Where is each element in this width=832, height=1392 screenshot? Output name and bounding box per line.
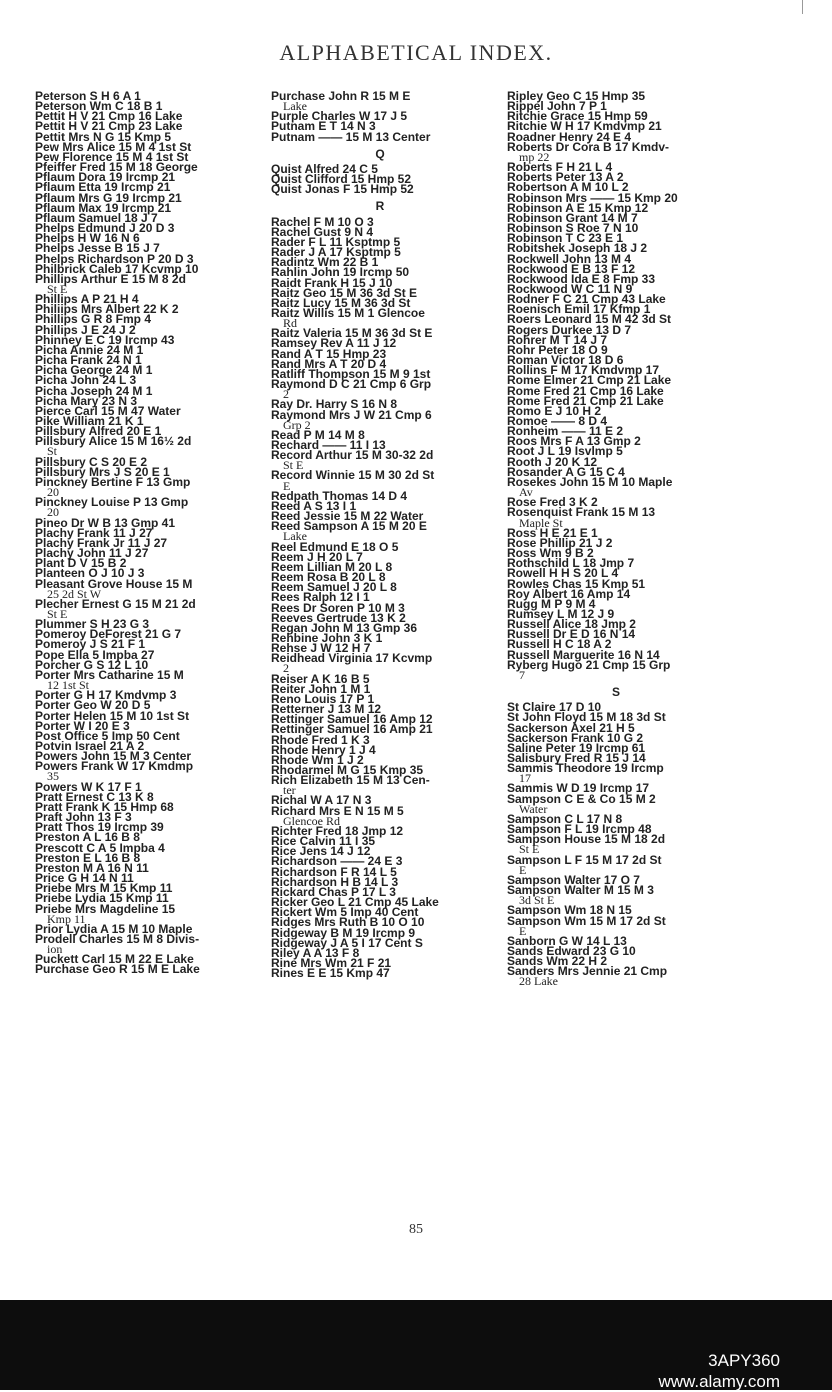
index-entry: Rice Jens 14 J 12 [271,844,371,859]
index-entry: Pew Mrs Alice 15 M 4 1st St [35,139,192,154]
index-entry: Robinson A E 15 Kmp 12 [507,200,649,215]
index-entry: Sampson Walter M 15 M 3 [507,883,654,898]
index-entry: Roberts Dr Cora B 17 Kmdv- [507,139,670,154]
index-entry: Ricker Geo L 21 Cmp 45 Lake [271,895,439,910]
index-entry: Priebe Mrs M 15 Kmp 11 [35,881,173,896]
index-entry-continuation: St [47,444,58,459]
index-entry: Pillsbury Alfred 20 E 1 [35,424,162,439]
index-entry: Porter Mrs Catharine 15 M [35,667,184,682]
index-entry: Richter Fred 18 Jmp 12 [271,823,404,838]
index-entry: Rothschild L 18 Jmp 7 [507,556,635,571]
index-entry: Praft John 13 F 3 [35,810,132,825]
index-entry: Rohr Peter 18 O 9 [507,342,608,357]
index-entry: Sammis Theodore 19 Ircmp [507,761,664,776]
index-entry: Rugg M P 9 M 4 [507,596,596,611]
index-entry: Roenisch Emil 17 Kfmp 1 [507,302,651,317]
index-entry: Rose Fred 3 K 2 [507,495,598,510]
index-entry-continuation: St E [47,281,68,296]
index-entry: Rose Phillip 21 J 2 [507,535,613,550]
index-entry: Picha John 24 L 3 [35,373,137,388]
index-entry: Robinson S Roe 7 N 10 [507,221,639,236]
index-entry: Rees Dr Soren P 10 M 3 [271,600,405,615]
index-entry: Rome Elmer 21 Cmp 21 Lake [507,373,672,388]
index-entry: Rhode Wm 1 J 2 [271,752,364,767]
index-entry: Regan John M 13 Gmp 36 [271,620,418,635]
index-entry: Sanborn G W 14 L 13 [507,933,627,948]
index-entry: Raymond D C 21 Cmp 6 Grp [271,377,432,392]
index-entry: Puckett Carl 15 M 22 E Lake [35,952,194,967]
index-entry: Ross H E 21 E 1 [507,525,598,540]
index-entry: Peterson Wm C 18 B 1 [35,99,163,114]
index-entry-continuation: Lake [283,529,307,544]
index-entry: Preston A L 16 B 8 [35,830,140,845]
index-entry-continuation: Rd [283,316,298,331]
index-entry: Sampson C E & Co 15 M 2 [507,791,656,806]
index-entry: Russell Dr E D 16 N 14 [507,627,636,642]
index-entry: Phelps Jesse B 15 J 7 [35,241,160,256]
index-entry: Planteen O J 10 J 3 [35,566,145,581]
index-entry-continuation: 17 [519,771,531,786]
index-entry: Rines E E 15 Kmp 47 [271,966,390,981]
index-entry: Russell Marguerite 16 N 14 [507,647,660,662]
index-entry: Riley A A 13 F 8 [271,945,360,960]
index-entry: Pillsbury Alice 15 M 16½ 2d [35,434,192,449]
index-entry: Pettit H V 21 Cmp 23 Lake [35,119,183,134]
index-entry: Philiips Mrs Albert 22 K 2 [35,302,179,317]
index-entry: Pierce Carl 15 M 47 Water [35,403,181,418]
index-entry: Sampson F L 19 Ircmp 48 [507,822,652,837]
index-entry: Root J L 19 Isvlmp 5 [507,444,623,459]
index-entry: Pettit Mrs N G 15 Kmp 5 [35,129,172,144]
index-entry: Rockwood W C 11 N 9 [507,281,633,296]
index-entry-continuation: 12 1st St [47,678,90,693]
index-entry: Quist Clifford 15 Hmp 52 [271,172,412,187]
index-entry: Record Winnie 15 M 30 2d St [271,468,435,483]
index-entry: Roy Albert 16 Amp 14 [507,586,631,601]
index-entry: Reed Sampson A 15 M 20 E [271,519,427,534]
index-entry-continuation: Av [519,485,533,500]
index-entry: Pillsbury Mrs J S 20 E 1 [35,464,170,479]
index-entry: Rehbine John 3 K 1 [271,630,383,645]
index-entry: Picha Frank 24 N 1 [35,353,142,368]
index-entry: Pettit H V 21 Cmp 16 Lake [35,109,183,124]
index-entry: Roberts Peter 13 A 2 [507,170,624,185]
index-entry-continuation: ter [283,783,296,798]
index-entry-continuation: E [519,862,527,877]
index-entry: Reiser A K 16 B 5 [271,671,370,686]
index-entry: Pflaum Mrs G 19 Ircmp 21 [35,190,182,205]
index-entry: Rockwell John 13 M 4 [507,251,632,266]
index-entry: Picha Annie 24 M 1 [35,342,144,357]
index-entry: Putnam E T 14 N 3 [271,119,376,134]
index-entry: Sands Wm 22 H 2 [507,954,608,969]
index-entry: Robinson T C 23 E 1 [507,231,624,246]
index-entry: Reem Samuel J 20 L 8 [271,580,397,595]
index-entry: Pinckney Louise P 13 Gmp [35,495,189,510]
index-entry-continuation: 28 Lake [519,974,558,989]
index-entry: Pew Florence 15 M 4 1st St [35,149,189,164]
index-entry-continuation: Lake [283,99,307,114]
index-entry: Roers Leonard 15 M 42 3d St [507,312,672,327]
index-entry: Rohrer M T 14 J 7 [507,332,608,347]
index-column-1 [35,91,253,975]
index-column-2 [271,89,489,981]
index-entry: Raidt Frank H 15 J 10 [271,275,393,290]
index-entry: Pineo Dr W B 13 Gmp 41 [35,515,176,530]
index-entry: Pinckney Bertine F 13 Gmp [35,474,191,489]
index-entry-continuation: E [519,923,527,938]
index-entry: Rand A T 15 Hmp 23 [271,346,387,361]
index-entry: Porter Helen 15 M 10 1st St [35,708,190,723]
index-entry: Sanders Mrs Jennie 21 Cmp [507,964,668,979]
index-entry: Phillips A P 21 H 4 [35,292,139,307]
index-entry: Sampson House 15 M 18 2d [507,832,666,847]
index-entry: Purple Charles W 17 J 5 [271,109,408,124]
index-entry: Ratliff Thompson 15 M 9 1st [271,366,431,381]
index-entry: Plant D V 15 B 2 [35,556,127,571]
index-entry: Sampson Wm 15 M 17 2d St [507,913,666,928]
index-entry: Phelps H W 16 N 6 [35,231,140,246]
index-entry-continuation: St E [283,458,304,473]
index-entry: Roman Victor 18 D 6 [507,353,624,368]
index-entry: Porter W I 20 E 3 [35,718,130,733]
index-entry: Rettinger Samuel 16 Amp 12 [271,712,433,727]
index-entry: Ross Wm 9 B 2 [507,546,594,561]
index-entry: Richard Mrs E N 15 M 5 [271,803,404,818]
index-entry: Powers W K 17 F 1 [35,779,142,794]
index-entry: Prior Lydia A 15 M 10 Maple [35,921,193,936]
index-entry: Plecher Ernest G 15 M 21 2d [35,596,196,611]
index-entry: Reno Louis 17 P 1 [271,691,375,706]
index-entry: Prodell Charles 15 M 8 Divis- [35,931,200,946]
index-entry: Pomeroy DeForest 21 G 7 [35,627,182,642]
index-entry: Price G H 14 N 11 [35,871,134,886]
index-entry: Sands Edward 23 G 10 [507,943,636,958]
index-entry: Rosenquist Frank 15 M 13 [507,505,656,520]
index-entry: Porter G H 17 Kmdvmp 3 [35,688,177,703]
index-entry: Rhode Henry 1 J 4 [271,742,376,757]
index-entry-continuation: E [283,478,291,493]
index-entry: Saline Peter 19 Ircmp 61 [507,740,646,755]
index-entry: Sampson Walter 17 O 7 [507,872,640,887]
index-entry: Ridgeway B M 19 Ircmp 9 [271,925,416,940]
index-entry: Pillsbury C S 20 E 2 [35,454,148,469]
index-entry: Priebe Lydia 15 Kmp 11 [35,891,169,906]
index-entry: Ronheim —— 11 E 2 [507,424,624,439]
index-entry: Rome Fred 21 Cmp 21 Lake [507,393,664,408]
index-entry: St John Floyd 15 M 18 3d St [507,710,666,725]
index-entry: Powers John 15 M 3 Center [35,749,192,764]
index-entry: Reel Edmund E 18 O 5 [271,539,399,554]
index-entry: Pratt Frank K 15 Hmp 68 [35,799,174,814]
index-entry: Pfeiffer Fred 15 M 18 George [35,160,198,175]
index-entry: Ripley Geo C 15 Hmp 35 [507,89,646,103]
index-entry: Priebe Mrs Magdeline 15 [35,901,176,916]
index-entry: Rosander A G 15 C 4 [507,464,625,479]
index-entry: Phillips Arthur E 15 M 8 2d [35,271,186,286]
index-entry: Rollins F M 17 Kmdvmp 17 [507,363,660,378]
index-entry: Russell H C 18 A 2 [507,637,612,652]
index-entry: Rachel F M 10 O 3 [271,214,374,229]
index-entry: Pflaum Dora 19 Ircmp 21 [35,170,176,185]
index-entry: Redpath Thomas 14 D 4 [271,488,408,503]
index-entry: Rickard Chas P 17 L 3 [271,884,396,899]
index-entry: Reed A S 13 I 1 [271,498,357,513]
index-entry: Robitshek Joseph 18 J 2 [507,241,648,256]
index-entry: Phillips G R 8 Fmp 4 [35,312,152,327]
index-entry: Rowles Chas 15 Kmp 51 [507,576,646,591]
index-entry: Rodner F C 21 Cmp 43 Lake [507,292,666,307]
index-entry: Robinson Mrs —— 15 Kmp 20 [507,190,678,205]
page-number: 85 [409,1222,423,1237]
index-entry: Rippel John 7 P 1 [507,99,607,114]
index-entry-continuation: Glencoe Rd [283,813,340,828]
section-letter-heading: Q [375,146,385,161]
index-entry: Reidhead Virginia 17 Kcvmp [271,651,433,666]
index-entry-continuation: 20 [47,505,59,520]
index-entry: Porcher G S 12 L 10 [35,657,149,672]
index-entry: Rees Ralph 12 I 1 [271,590,370,605]
index-entry: Ridgeway J A 5 I 17 Cent S [271,935,423,950]
index-entry: Powers Frank W 17 Kmdmp [35,759,194,774]
index-entry: Romo E J 10 H 2 [507,403,602,418]
index-entry: Rich Elizabeth 15 M 13 Cen- [271,773,430,788]
index-entry: Reem Rosa B 20 L 8 [271,570,386,585]
index-entry: Philbrick Caleb 17 Kcvmp 10 [35,261,199,276]
index-entry: Rome Fred 21 Cmp 16 Lake [507,383,664,398]
index-entry: Ridges Mrs Ruth B 10 O 10 [271,915,425,930]
index-entry: Pomeroy J S 21 F 1 [35,637,146,652]
index-entry: Rettinger Samuel 16 Amp 21 [271,722,433,737]
index-entry: Record Arthur 15 M 30-32 2d [271,448,434,463]
index-entry: Quist Jonas F 15 Hmp 52 [271,182,414,197]
index-entry: Richardson —— 24 E 3 [271,854,403,869]
index-entry: Rogers Durkee 13 D 7 [507,322,632,337]
index-entry-continuation: Maple St [519,515,563,530]
index-entry-continuation: 3d St E [519,893,555,908]
index-entry: Post Office 5 Imp 50 Cent [35,728,180,743]
index-entry: Rachel Gust 9 N 4 [271,224,374,239]
index-entry: Pflaum Max 19 Ircmp 21 [35,200,172,215]
index-entry: Ritchie W H 17 Kmdvmp 21 [507,119,662,134]
index-entry: Rooth J 20 K 12 [507,454,598,469]
index-entry: Picha Mary 23 N 3 [35,393,138,408]
index-entry: Rosekes John 15 M 10 Maple [507,474,673,489]
index-entry: Read P M 14 M 8 [271,427,365,442]
index-entry: Roadner Henry 24 E 4 [507,129,632,144]
index-entry: Reeves Gertrude 13 K 2 [271,610,406,625]
index-entry: Putnam —— 15 M 13 Center [271,129,431,144]
section-letter-heading: R [375,199,385,214]
index-entry: Rumsey L M 12 J 9 [507,606,615,621]
index-entry: Pratt Thos 19 Ircmp 39 [35,820,164,835]
index-entry-continuation: 20 [47,485,59,500]
index-entry: Richardson F R 14 L 5 [271,864,397,879]
index-entry: Roberts F H 21 L 4 [507,160,613,175]
index-entry-continuation: mp 22 [519,149,550,164]
stock-site-url: www.alamy.com [658,1372,780,1391]
index-entry: Rechard —— 11 I 13 [271,438,386,452]
index-entry: Ryberg Hugo 21 Cmp 15 Grp [507,657,671,672]
index-entry: Purchase Geo R 15 M E Lake [35,962,200,977]
index-entry: Phillips J E 24 J 2 [35,322,136,337]
stock-image-id: 3APY360 [708,1351,780,1370]
index-entry-continuation: 25 2d St W [47,586,102,601]
page-title: ALPHABETICAL INDEX. [279,40,553,65]
index-entry: Rockwood E B 13 F 12 [507,261,636,276]
index-entry-continuation: 35 [47,769,59,784]
index-entry: Reem Lillian M 20 L 8 [271,559,393,574]
index-entry-continuation: 7 [519,667,525,682]
index-entry: Sackerson Axel 21 H 5 [507,720,635,735]
index-entry: Plachy John 11 J 27 [35,546,149,561]
index-entry: Reem J H 20 L 7 [271,549,363,564]
index-entry: Robertson A M 10 L 2 [507,180,629,195]
index-column-3 [507,91,725,987]
index-entry: Phinney E C 19 Ircmp 43 [35,332,175,347]
index-entry: Reed Jessie 15 M 22 Water [271,509,424,524]
index-entry: Plachy Frank Jr 11 J 27 [35,535,168,550]
index-entry: Russell Alice 18 Jmp 2 [507,617,636,632]
index-entry: Retterner J 13 M 12 [271,702,382,717]
index-entry: Phelps Edmund J 20 D 3 [35,221,175,236]
index-entry: Rader F L 11 Ksptmp 5 [271,234,401,249]
index-entry: Robinson Grant 14 M 7 [507,210,638,225]
index-entry: Porter Geo W 20 D 5 [35,698,151,713]
index-entry: Sampson Wm 18 N 15 [507,903,632,918]
index-entry: Sampson C L 17 N 8 [507,811,623,826]
index-entry: Pflaum Samuel 18 J 7 [35,210,158,225]
index-entry: Purchase John R 15 M E [271,89,411,103]
index-entry: Potvin Israel 21 A 2 [35,739,145,753]
index-entry: Pleasant Grove House 15 M [35,576,193,591]
index-entry: Ritchie Grace 15 Hmp 59 [507,109,648,124]
index-entry-continuation: 2 [283,387,289,402]
index-entry: St Claire 17 D 10 [507,700,602,715]
index-entry: Pike William 21 K 1 [35,414,144,428]
index-entry: Plummer S H 23 G 3 [35,617,150,632]
index-entry: Pratt Ernest C 13 K 8 [35,789,154,804]
index-entry: Sackerson Frank 10 G 2 [507,730,644,745]
index-entry: Pflaum Etta 19 Ircmp 21 [35,180,171,195]
index-entry: Phelps Richardson P 20 D 3 [35,251,194,266]
index-entry: Raitz Lucy 15 M 36 3d St [271,295,411,310]
index-entry: Plachy Frank 11 J 27 [35,525,153,540]
index-entry-continuation: Grp 2 [283,417,311,432]
index-entry: Rowell H H S 20 L 4 [507,566,619,581]
index-entry: Raitz Valeria 15 M 36 3d St E [271,326,433,341]
index-entry: Raymond Mrs J W 21 Cmp 6 [271,407,432,422]
index-entry: Raitz Willis 15 M 1 Glencoe [271,305,425,320]
index-entry: Reiter John 1 M 1 [271,681,371,696]
index-entry: Picha George 24 M 1 [35,363,153,378]
index-entry-continuation: 2 [283,661,289,676]
index-entry: Ray Dr. Harry S 16 N 8 [271,397,398,412]
index-entry-continuation: Water [519,801,548,816]
index-entry-continuation: ion [47,942,63,957]
index-entry: Richal W A 17 N 3 [271,793,372,808]
index-entry: Sammis W D 19 Ircmp 17 [507,781,650,796]
index-entry: Prescott C A 5 Impba 4 [35,840,165,855]
index-entry: Rockwood Ida E 8 Fmp 33 [507,271,656,286]
scan-edge-mark [802,0,803,14]
index-entry: Radintz Wm 22 B 1 [271,255,379,270]
index-entry: Salisbury Fred R 15 J 14 [507,751,646,765]
index-entry: Preston M A 16 N 11 [35,860,149,875]
index-entry: Rand Mrs A T 20 D 4 [271,356,387,371]
index-entry: Peterson S H 6 A 1 [35,89,141,103]
index-entry: Rader J A 17 Ksptmp 5 [271,245,401,260]
index-entry: Quist Alfred 24 C 5 [271,161,378,176]
index-entry-continuation: Kmp 11 [47,911,86,926]
index-entry: Roos Mrs F A 13 Gmp 2 [507,434,641,449]
index-entry: Romoe —— 8 D 4 [507,414,608,428]
index-entry: Picha Joseph 24 M 1 [35,383,153,398]
index-entry: Rickert Wm 5 Imp 40 Cent [271,905,419,920]
section-letter-heading: S [611,685,620,700]
index-entry: Pope Ella 5 Impba 27 [35,647,155,662]
index-entry: Preston E L 16 B 8 [35,850,141,865]
index-entry: Rine Mrs Wm 21 F 21 [271,955,392,970]
index-entry: Rahlin John 19 Ircmp 50 [271,265,410,280]
index-entry: Sampson L F 15 M 17 2d St [507,852,662,867]
index-entry: Raitz Geo 15 M 36 3d St E [271,285,418,300]
index-entry: Rhode Fred 1 K 3 [271,732,370,747]
index-entry: Ramsey Rev A 11 J 12 [271,336,397,351]
index-entry: Rhodarmel M G 15 Kmp 35 [271,763,424,777]
index-entry: Rehse J W 12 H 7 [271,641,371,656]
index-entry: Rice Calvin 11 I 35 [271,834,376,849]
index-entry-continuation: St E [519,842,540,857]
index-entry: Richardson H B 14 L 3 [271,874,399,889]
index-entry-continuation: St E [47,606,68,621]
